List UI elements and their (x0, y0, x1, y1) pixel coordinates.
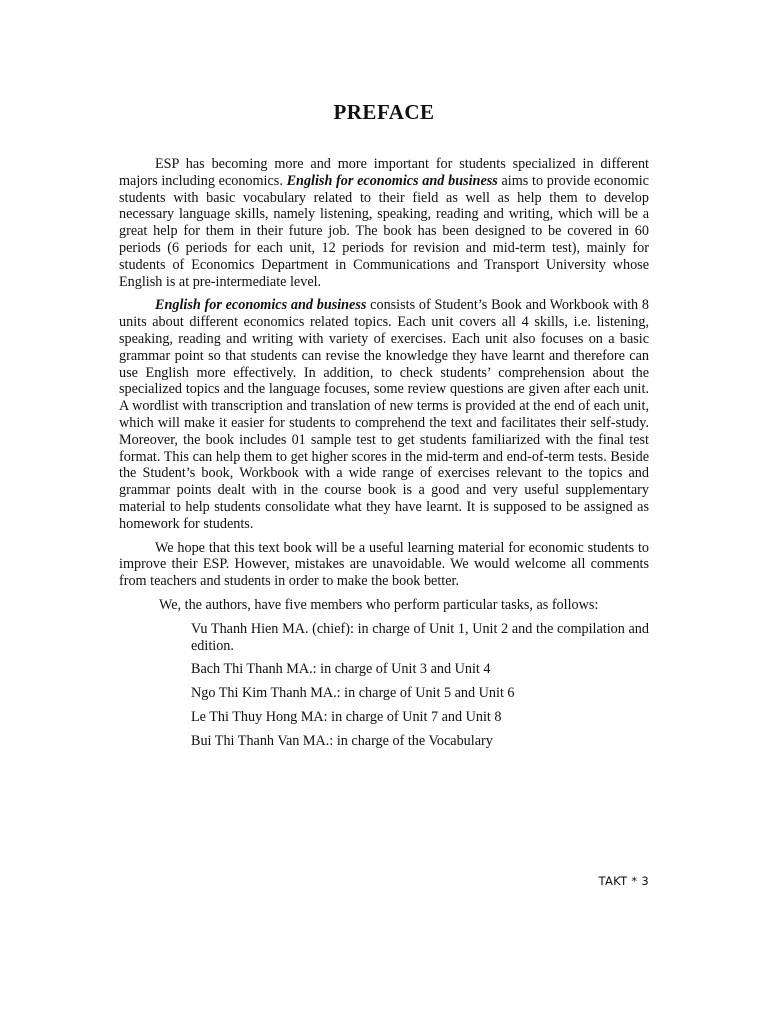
author-list (119, 621, 649, 750)
paragraph-authors-intro: We, the authors, have five members who perform particular tasks, as follows: (159, 596, 599, 613)
paragraph-intro-text-a: ESP has becoming more and more important for students specialized in different majors including economics. (119, 156, 649, 189)
author-item: Bach Thi Thanh MA.: in charge of Unit 3 and Unit 4 (191, 661, 491, 678)
preface-body (119, 156, 649, 757)
page-title: PREFACE (333, 100, 435, 124)
author-item: Ngo Thi Kim Thanh MA.: in charge of Unit 5 and Unit 6 (191, 685, 515, 702)
book-title-emphasis: English for economics and business (155, 297, 367, 314)
paragraph-intro (119, 156, 649, 290)
paragraph-hope: We hope that this text book will be a useful learning material for economic students to improve their ESP. However, mistakes are unavoidable. We would welcome all comments from teachers and students in order to make the book better. (119, 539, 649, 590)
paragraph-contents (119, 297, 649, 532)
author-item: Le Thi Thuy Hong MA: in charge of Unit 7 and Unit 8 (191, 708, 502, 725)
paragraph-intro-text-c: aims to provide economic students with basic vocabulary related to their field as well as help them to develop necessary language skills, namely listening, speaking, reading and writing, which will be a great help for them in their future job. The book has been designed to be covered in 60 periods (6 periods for each unit, 12 periods for revision and mid-term test), mainly for students of Economics Department in Communications and Transport University whose English is at pre-intermediate level. (119, 172, 649, 290)
book-title-emphasis: English for economics and business (286, 172, 498, 189)
author-item: Bui Thi Thanh Van MA.: in charge of the Vocabulary (191, 732, 493, 749)
paragraph-contents-text: consists of Student’s Book and Workbook with 8 units about different economics related topics. Each unit covers all 4 skills, i.e. listening, speaking, reading and writing with variety of exercises. Each unit also focuses on a basic grammar point so that students can revise the knowledge they have learnt and therefore can use English more effectively. In addition, to check students’ comprehension about the specialized topics and the language focuses, some review questions are given after each unit. A wordlist with transcription and translation of new terms is provided at the end of each unit, which will make it easier for students to comprehend the text and facilitates their self-study. Moreover, the book includes 01 sample test to get students familiarized with the final test format. This can help them to get higher scores in the mid-term and end-of-term tests. Beside the Student’s book, Workbook with a wide range of exercises relevant to the topics and grammar points dealt with in the course book is a good and very useful supplementary material to help students consolidate what they have learnt. It is supposed to be assigned as homework for students. (119, 297, 649, 532)
page-footer: TAKT * 3 (598, 874, 649, 888)
author-item: Vu Thanh Hien MA. (chief): in charge of Unit 1, Unit 2 and the compilation and edition. (191, 620, 649, 654)
